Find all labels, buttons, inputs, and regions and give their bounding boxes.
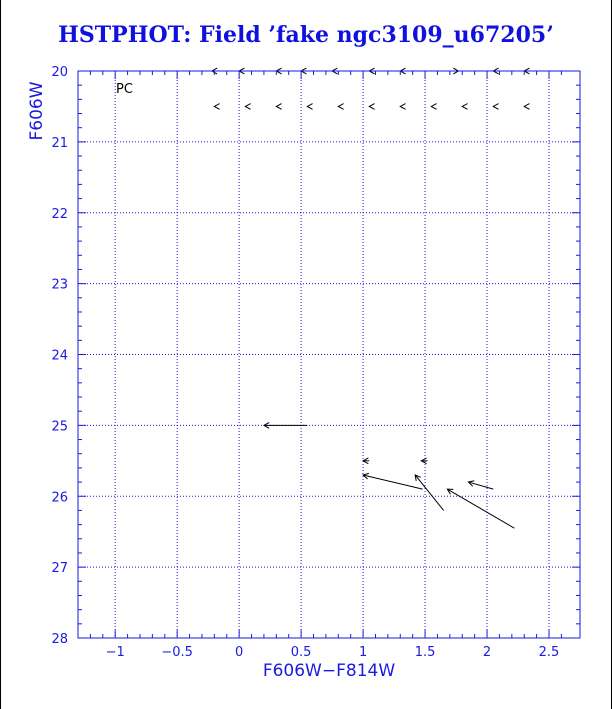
arrow-head [524, 104, 529, 110]
arrow-head [400, 104, 405, 110]
arrow-head [245, 104, 250, 110]
arrow-head [369, 104, 374, 110]
data-arrow [338, 104, 343, 110]
y-tick-label: 25 [51, 419, 68, 435]
data-arrow [400, 104, 405, 110]
data-arrow [421, 458, 427, 464]
y-tick-label: 20 [51, 65, 68, 80]
y-tick-label: 23 [51, 277, 68, 293]
data-arrow [363, 473, 422, 489]
arrow-head [276, 104, 281, 110]
data-arrow [363, 458, 369, 464]
data-arrow [245, 104, 250, 110]
arrow-shaft [415, 475, 444, 510]
grid [78, 71, 580, 638]
arrow-head [462, 104, 467, 110]
x-axis-label: F606W−F814W [262, 661, 396, 681]
x-tick-label: 2 [482, 645, 492, 660]
arrow-head [307, 104, 312, 110]
arrow-head [493, 104, 498, 110]
y-tick-label: 24 [51, 348, 68, 364]
data-arrow [276, 104, 281, 110]
data-arrow [524, 104, 529, 110]
data-arrow [214, 104, 219, 110]
axis-ticks [51, 65, 580, 660]
data-arrow [493, 104, 498, 110]
arrow-head [431, 104, 436, 110]
x-tick-label: 0 [234, 645, 244, 660]
x-tick-label: 0.5 [290, 645, 312, 660]
y-tick-label: 21 [51, 135, 68, 151]
data-arrow [307, 104, 312, 110]
data-arrow [462, 104, 467, 110]
y-axis-label: F606W [27, 81, 47, 141]
arrow-head [338, 104, 343, 110]
arrow-shaft [363, 475, 422, 489]
chart-title: HSTPHOT: Field ’fake ngc3109_u67205’ [58, 22, 554, 48]
y-tick-label: 22 [51, 206, 68, 222]
data-arrow [468, 481, 493, 489]
y-tick-label: 28 [51, 632, 68, 647]
x-tick-label: 1 [358, 645, 368, 660]
y-tick-label: 27 [51, 561, 68, 577]
x-tick-label: −0.5 [161, 645, 193, 660]
arrow-shaft [447, 489, 514, 528]
data-arrow [447, 489, 514, 528]
data-arrow [415, 475, 444, 510]
data-arrow [431, 104, 436, 110]
data-arrow [264, 422, 307, 428]
x-tick-label: 2.5 [538, 645, 560, 660]
x-tick-label: 1.5 [414, 645, 436, 660]
y-tick-label: 26 [51, 490, 68, 506]
arrow-head [214, 104, 219, 110]
x-tick-label: −1 [105, 645, 125, 660]
panel-label: PC [116, 82, 133, 97]
arrow-series [212, 68, 530, 528]
data-arrow [369, 104, 374, 110]
